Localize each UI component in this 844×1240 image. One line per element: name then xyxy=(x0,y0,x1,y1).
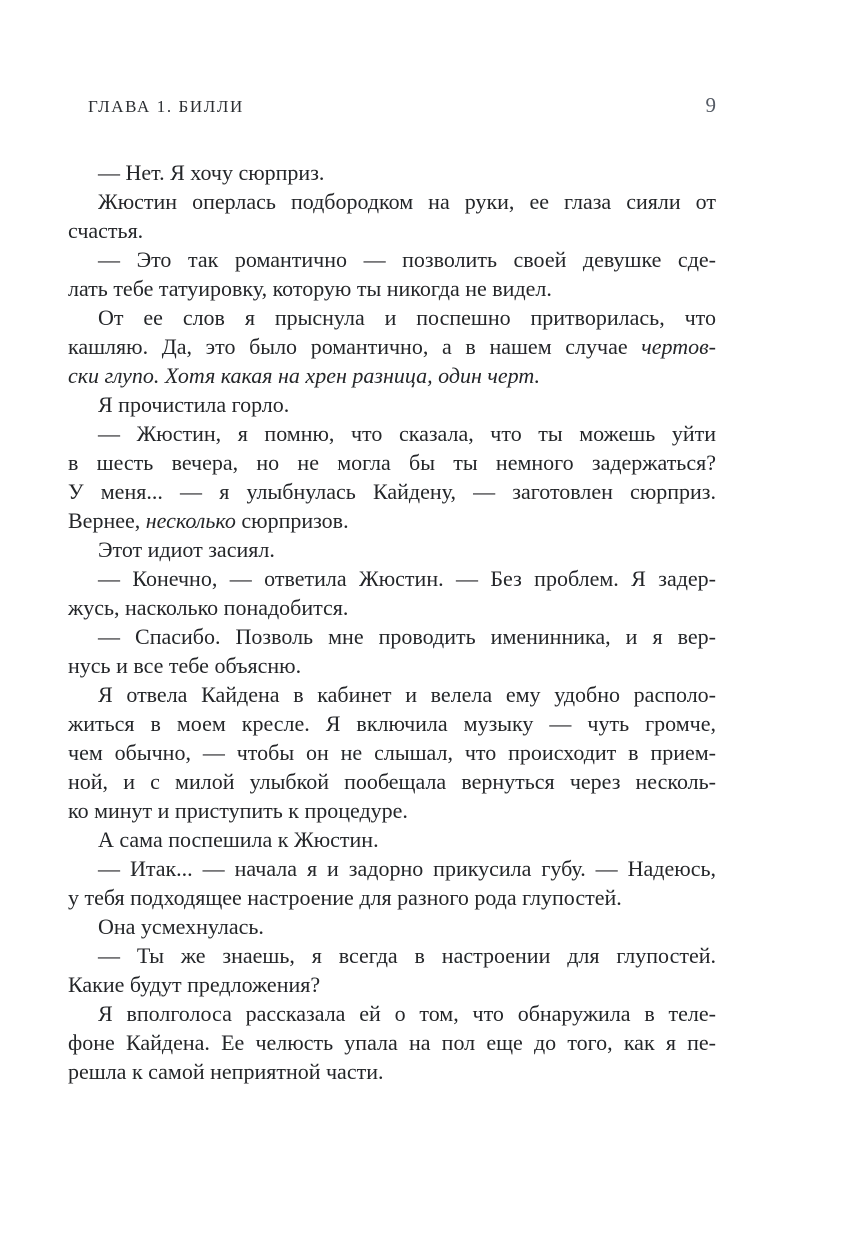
text-segment: Вернее, xyxy=(68,508,146,533)
paragraph xyxy=(68,912,716,941)
text-line xyxy=(68,361,716,390)
paragraph xyxy=(68,390,716,419)
text-line xyxy=(68,593,716,622)
text-segment: Какие будут предложения? xyxy=(68,972,321,997)
text-line xyxy=(68,390,716,419)
body-text xyxy=(68,158,716,1086)
paragraph xyxy=(68,535,716,564)
text-line xyxy=(68,912,716,941)
text-segment: Этот идиот засиял. xyxy=(98,537,275,562)
text-segment: решла к самой неприятной части. xyxy=(68,1059,384,1084)
paragraph xyxy=(68,187,716,245)
text-segment: — Конечно, — ответила Жюстин. — Без проблем. Я задер- xyxy=(98,566,716,591)
italic-text-segment: несколько xyxy=(145,508,236,533)
text-line xyxy=(68,419,716,448)
text-line xyxy=(68,332,716,361)
text-line xyxy=(68,535,716,564)
text-line xyxy=(68,999,716,1028)
text-segment: в шесть вечера, но не могла бы ты немного задержаться? xyxy=(68,450,716,475)
text-line xyxy=(68,622,716,651)
text-segment: Я отвела Кайдена в кабинет и велела ему удобно располо- xyxy=(98,682,716,707)
text-segment: счастья. xyxy=(68,218,144,243)
text-segment: жусь, насколько понадобится. xyxy=(68,595,349,620)
text-line xyxy=(68,709,716,738)
paragraph xyxy=(68,999,716,1086)
text-segment: — Это так романтично — позволить своей девушке сде- xyxy=(98,247,716,272)
text-segment: фоне Кайдена. Ее челюсть упала на пол еще до того, как я пе- xyxy=(68,1030,716,1055)
text-segment: житься в моем кресле. Я включила музыку — чуть громче, xyxy=(68,711,716,736)
text-line xyxy=(68,477,716,506)
text-segment: сюрпризов. xyxy=(235,508,349,533)
page-number: 9 xyxy=(705,93,716,117)
text-segment: чем обычно, — чтобы он не слышал, что происходит в прием- xyxy=(68,740,716,765)
text-segment: У меня... — я улыбнулась Кайдену, — заготовлен сюрприз. xyxy=(68,479,716,504)
running-header xyxy=(88,93,716,118)
text-segment: Я вполголоса рассказала ей о том, что обнаружила в теле- xyxy=(98,1001,716,1026)
paragraph xyxy=(68,245,716,303)
text-line xyxy=(68,303,716,332)
text-segment: — Спасибо. Позволь мне проводить именинника, и я вер- xyxy=(98,624,716,649)
text-line xyxy=(68,1028,716,1057)
paragraph xyxy=(68,854,716,912)
text-line xyxy=(68,767,716,796)
text-segment: Я прочистила горло. xyxy=(98,392,290,417)
text-segment: — Итак... — начала я и задорно прикусила губу. — Надеюсь, xyxy=(98,856,716,881)
text-segment: нусь и все тебе объясню. xyxy=(68,653,302,678)
text-line xyxy=(68,216,716,245)
text-line xyxy=(68,651,716,680)
text-segment: Жюстин оперлась подбородком на руки, ее глаза сияли от xyxy=(98,189,716,214)
italic-text-segment: ски глупо. Хотя какая на хрен разница, один черт. xyxy=(68,363,541,388)
paragraph xyxy=(68,680,716,825)
paragraph xyxy=(68,419,716,535)
text-segment: От ее слов я прыснула и поспешно притворилась, что xyxy=(98,305,716,330)
text-line xyxy=(68,883,716,912)
text-line xyxy=(68,854,716,883)
text-line xyxy=(68,680,716,709)
text-segment: кашляю. Да, это было романтично, а в нашем случае xyxy=(68,334,642,359)
text-line xyxy=(68,564,716,593)
paragraph xyxy=(68,622,716,680)
text-line xyxy=(68,825,716,854)
text-line xyxy=(68,506,716,535)
paragraph xyxy=(68,303,716,390)
italic-text-segment: чертов- xyxy=(641,334,716,359)
chapter-title: ГЛАВА 1. БИЛЛИ xyxy=(88,97,244,116)
text-segment: — Ты же знаешь, я всегда в настроении для глупостей. xyxy=(98,943,716,968)
paragraph xyxy=(68,941,716,999)
paragraph xyxy=(68,825,716,854)
text-segment: Она усмехнулась. xyxy=(98,914,264,939)
text-segment: у тебя подходящее настроение для разного рода глупостей. xyxy=(68,885,622,910)
text-segment: — Нет. Я хочу сюрприз. xyxy=(98,160,325,185)
text-line xyxy=(68,738,716,767)
paragraph xyxy=(68,564,716,622)
text-line xyxy=(68,1057,716,1086)
text-segment: лать тебе татуировку, которую ты никогда не видел. xyxy=(68,276,552,301)
text-line xyxy=(68,941,716,970)
text-segment: ной, и с милой улыбкой пообещала вернуться через несколь- xyxy=(68,769,716,794)
text-line xyxy=(68,274,716,303)
text-segment: — Жюстин, я помню, что сказала, что ты можешь уйти xyxy=(98,421,716,446)
text-line xyxy=(68,970,716,999)
text-line xyxy=(68,796,716,825)
text-line xyxy=(68,245,716,274)
text-line xyxy=(68,158,716,187)
text-line xyxy=(68,448,716,477)
text-segment: А сама поспешила к Жюстин. xyxy=(98,827,379,852)
paragraph xyxy=(68,158,716,187)
text-segment: ко минут и приступить к процедуре. xyxy=(68,798,408,823)
text-line xyxy=(68,187,716,216)
